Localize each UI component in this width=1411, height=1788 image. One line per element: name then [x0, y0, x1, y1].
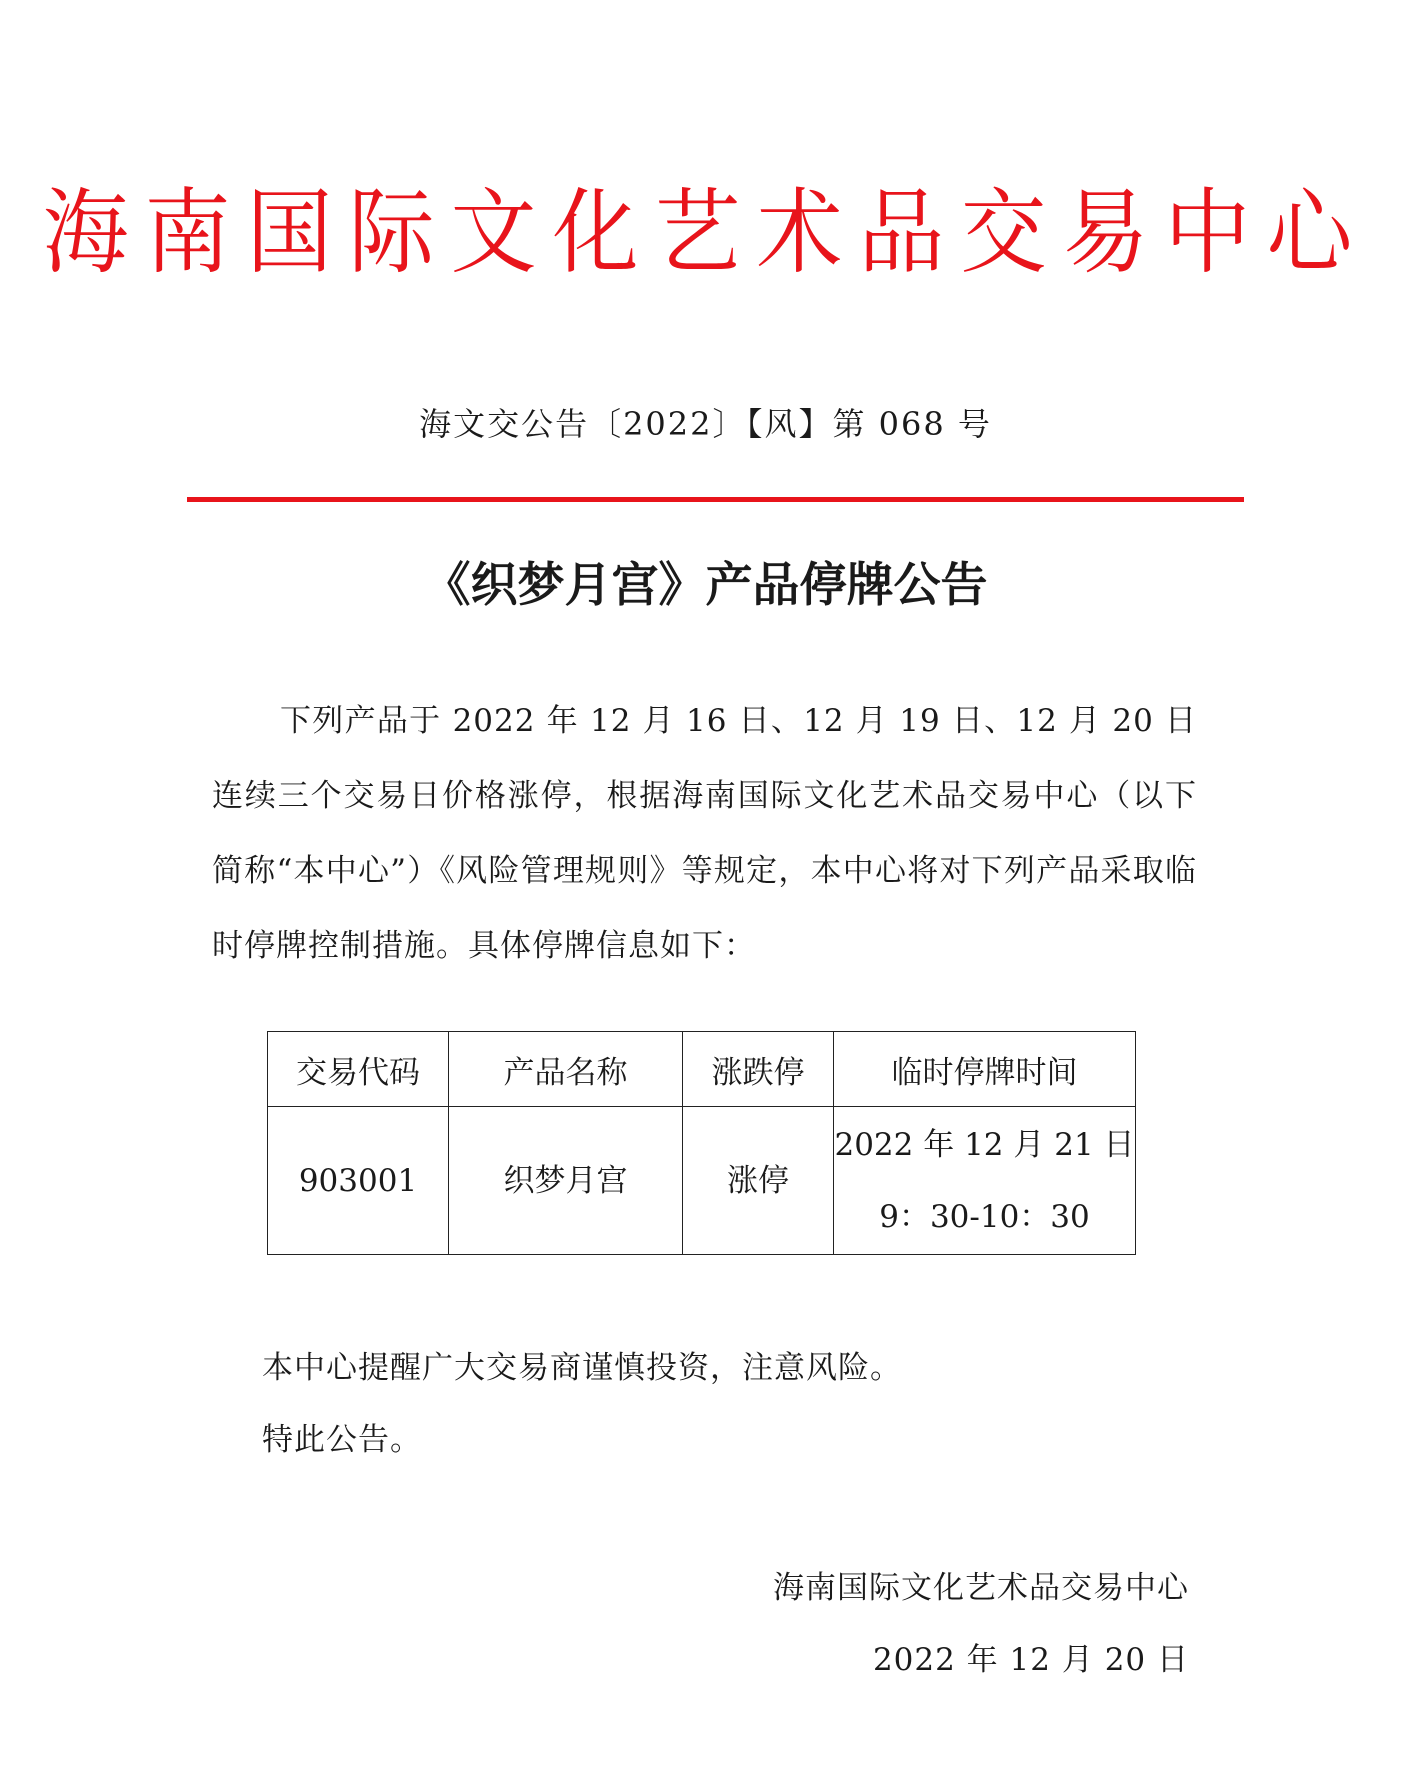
masthead-title: 海南国际文化艺术品交易中心: [42, 179, 1369, 287]
header-suspension-time: 临时停牌时间: [834, 1032, 1136, 1107]
announcement-title: 《织梦月宫》产品停牌公告: [423, 558, 988, 613]
suspension-info-table: [267, 1031, 1136, 1255]
document-number: 海文交公告〔2022〕【风】第 068 号: [419, 405, 992, 443]
table-header-row: [268, 1032, 1136, 1107]
header-trade-code: 交易代码: [268, 1032, 449, 1107]
signature-organization: 海南国际文化艺术品交易中心: [773, 1570, 1189, 1606]
table-row: [268, 1107, 1136, 1255]
cell-trade-code: 903001: [268, 1107, 449, 1255]
cell-suspension-time: [834, 1107, 1136, 1255]
risk-reminder: 本中心提醒广大交易商谨慎投资，注意风险。: [262, 1350, 902, 1386]
cell-price-limit: 涨停: [683, 1107, 834, 1255]
signature-date: 2022 年 12 月 20 日: [872, 1642, 1189, 1678]
cell-product-name: 织梦月宫: [449, 1107, 683, 1255]
closing-remark: 特此公告。: [262, 1422, 422, 1458]
body-paragraph: 下列产品于 2022 年 12 月 16 日、12 月 19 日、12 月 20 日连续三个交易日价格涨停，根据海南国际文化艺术品交易中心（以下简称“本中心”）《风险管理规则》等规定，本中心将对下列产品采取临时停牌控制措施。具体停牌信息如下：: [212, 703, 1197, 964]
suspension-hours: 9：30-10：30: [879, 1198, 1090, 1235]
suspension-date: 2022 年 12 月 21 日: [834, 1126, 1135, 1163]
red-divider-rule: [187, 497, 1244, 502]
header-product-name: 产品名称: [449, 1032, 683, 1107]
header-price-limit: 涨跌停: [683, 1032, 834, 1107]
